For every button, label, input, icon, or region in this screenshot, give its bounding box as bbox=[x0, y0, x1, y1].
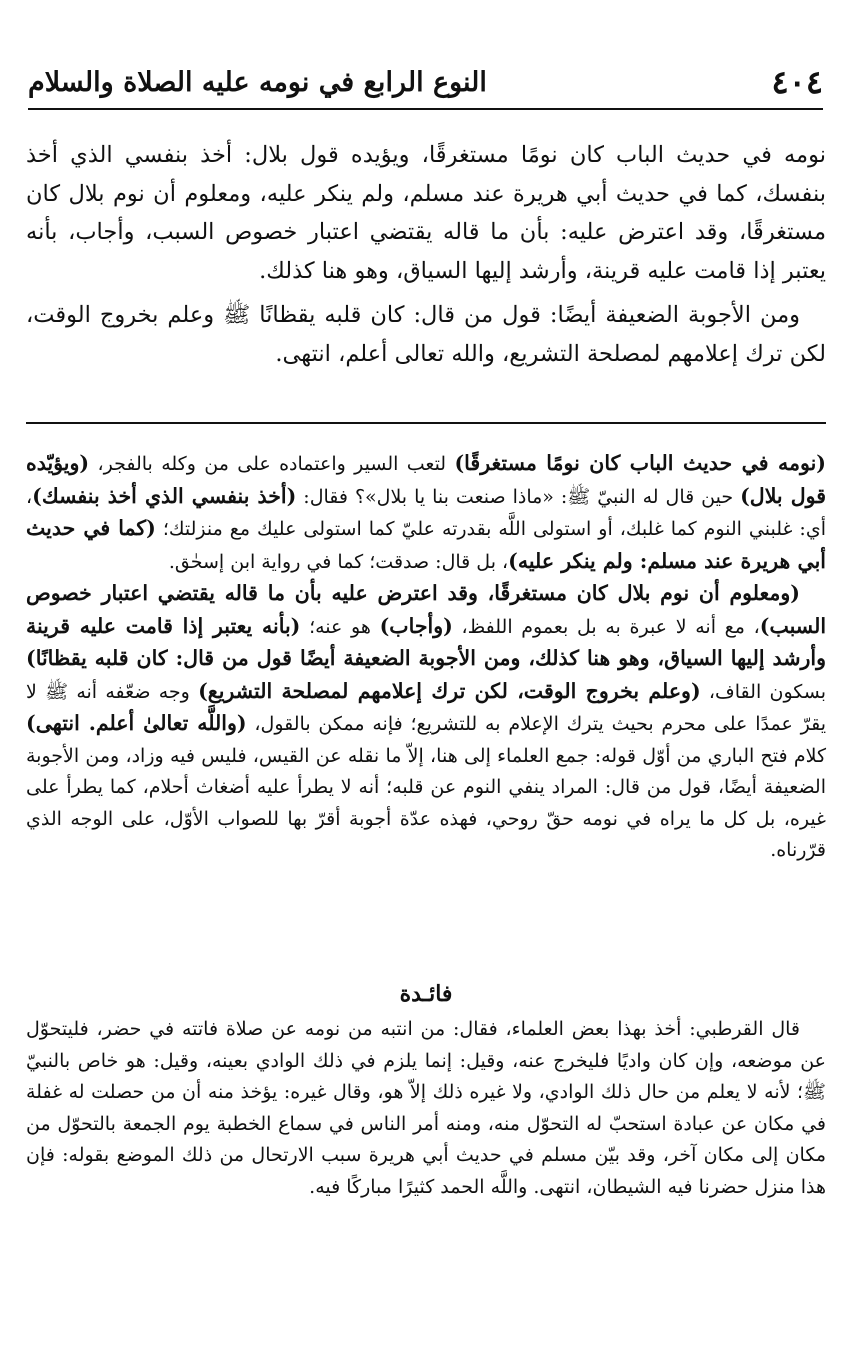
quoted-text: (واللَّه تعالىٰ أعلم. انتهى) bbox=[26, 711, 247, 735]
quoted-text: (ويؤيّده قول بلال) bbox=[26, 451, 827, 508]
commentary-text: ، بل قال: صدقت؛ كما في رواية ابن إسحٰق. bbox=[168, 550, 509, 573]
commentary-text: لتعب السير واعتماده على من وكله بالفجر، bbox=[89, 453, 455, 475]
commentary-paragraph bbox=[26, 578, 826, 867]
page-header bbox=[28, 62, 823, 102]
main-paragraph: نومه في حديث الباب كان نومًا مستغرقًا، ويؤيده قول بلال: أخذ بنفسي الذي أخذ بنفسك، كما في حديث أبي هريرة عند مسلم، ولم ينكر عليه، ومعلوم أن نوم بلال كان مستغرقًا، وقد اعترض عليه: بأن ما قاله يقتضي اعتبار خصوص السبب، وأجاب، بأنه يعتبر إذا قامت عليه قرينة، وأرشد إليها السياق، وهو هنا كذلك. bbox=[26, 142, 826, 284]
commentary-text: ، مع أنه لا عبرة به بل بعموم اللفظ، bbox=[452, 615, 760, 638]
commentary-text: بسكون القاف، bbox=[700, 680, 826, 703]
header-divider bbox=[28, 108, 823, 110]
quoted-text: (وعلم بخروج الوقت، لكن ترك إعلامهم لمصلحة التشريع) bbox=[198, 678, 701, 703]
benefit-heading: فائـدة bbox=[399, 981, 453, 1007]
commentary-text: هو عنه؛ bbox=[300, 615, 380, 638]
commentary-text: وجه ضعّفه أنه ﷺ لا يقرّ عمدًا على محرم بحيث يترك الإعلام به للتشريع؛ فإنه ممكن بالقول، bbox=[26, 680, 826, 735]
commentary-text: ، أي: غلبني النوم كما غلبك، أو استولى اللَّه بقدرته عليّ كما استولى عليك مع منزلتك؛ bbox=[26, 485, 826, 540]
main-paragraph: ومن الأجوبة الضعيفة أيضًا: قول من قال: كان قلبه يقظانًا ﷺ وعلم بخروج الوقت، لكن ترك إعلامهم لمصلحة التشريع، والله تعالى أعلم، انتهى. bbox=[26, 302, 826, 367]
quoted-text: (ومعلوم أن نوم بلال كان مستغرقًا، وقد اعترض عليه بأن ما قاله يقتضي اعتبار خصوص السبب) bbox=[26, 581, 827, 638]
main-text-divider bbox=[26, 422, 826, 424]
quoted-text: (كما في حديث أبي هريرة عند مسلم: ولم ينكر عليه) bbox=[26, 516, 826, 573]
commentary-text: حين قال له النبيّ ﷺ: «ماذا صنعت بنا يا بلال»؟ فقال: bbox=[296, 485, 741, 508]
quoted-text: (نومه في حديث الباب كان نومًا مستغرقًا) bbox=[454, 451, 826, 475]
commentary-text: كلام فتح الباري من أوّل قوله: جمع العلماء إلى هنا، إلاّ ما نقله عن القيس، فليس فيه وزاد، ومن الأجوبة الضعيفة أيضًا، قول من قال: المراد ينفي النوم عن قلبه؛ أنه لا يطرأ عليه أضغاث أحلام، كما يطرأ على غيره، بل كل ما يراه في نومه حقّ روحي، فهذه عدّة أجوبة أقرّ بها للصواب الأوّل، على الوجه الذي قرّرناه. bbox=[26, 744, 826, 861]
commentary-paragraph bbox=[26, 448, 826, 578]
quoted-text: (أخذ بنفسي الذي أخذ بنفسك) bbox=[32, 483, 297, 508]
running-title: النوع الرابع في نومه عليه الصلاة والسلام bbox=[28, 66, 487, 98]
commentary bbox=[26, 448, 826, 867]
quoted-text: (بأنه يعتبر إذا قامت عليه قرينة وأرشد إليها السياق، وهو هنا كذلك، ومن الأجوبة الضعيفة أيضًا قول من قال: كان قلبه يقظانًا) bbox=[26, 613, 826, 670]
quoted-text: (وأجاب) bbox=[379, 613, 453, 638]
page-number: ٤٠٤ bbox=[771, 63, 823, 101]
benefit-paragraph: قال القرطبي: أخذ بهذا بعض العلماء، فقال: من انتبه من نومه عن صلاة فاتته في حضر، فليتحوّل عن موضعه، وإن كان واديًا فليخرج عنه، وقيل: إنما يلزم في ذلك الوادي بعينه، وقيل: هو خاص بالنبيّ ﷺ؛ لأنه لا يعلم من حال ذلك الوادي، ولا غيره ذلك إلاّ هو، وقال غيره: يؤخذ منه أن من حصلت له غفلة في مكان عن عبادة استحبّ له التحوّل منه، ومنه أمر الناس في سماع الخطبة يوم الجمعة بالتحوّل من مكان إلى مكان آخر، وقد بيّن مسلم في حديث أبي هريرة سبب الارتحال من ذلك الموضع بقوله: فإن هذا منزل حضرنا فيه الشيطان، انتهى. واللَّه الحمد كثيرًا مباركًا فيه. bbox=[26, 1018, 826, 1198]
main-text bbox=[26, 136, 826, 373]
benefit-section bbox=[26, 1014, 826, 1203]
